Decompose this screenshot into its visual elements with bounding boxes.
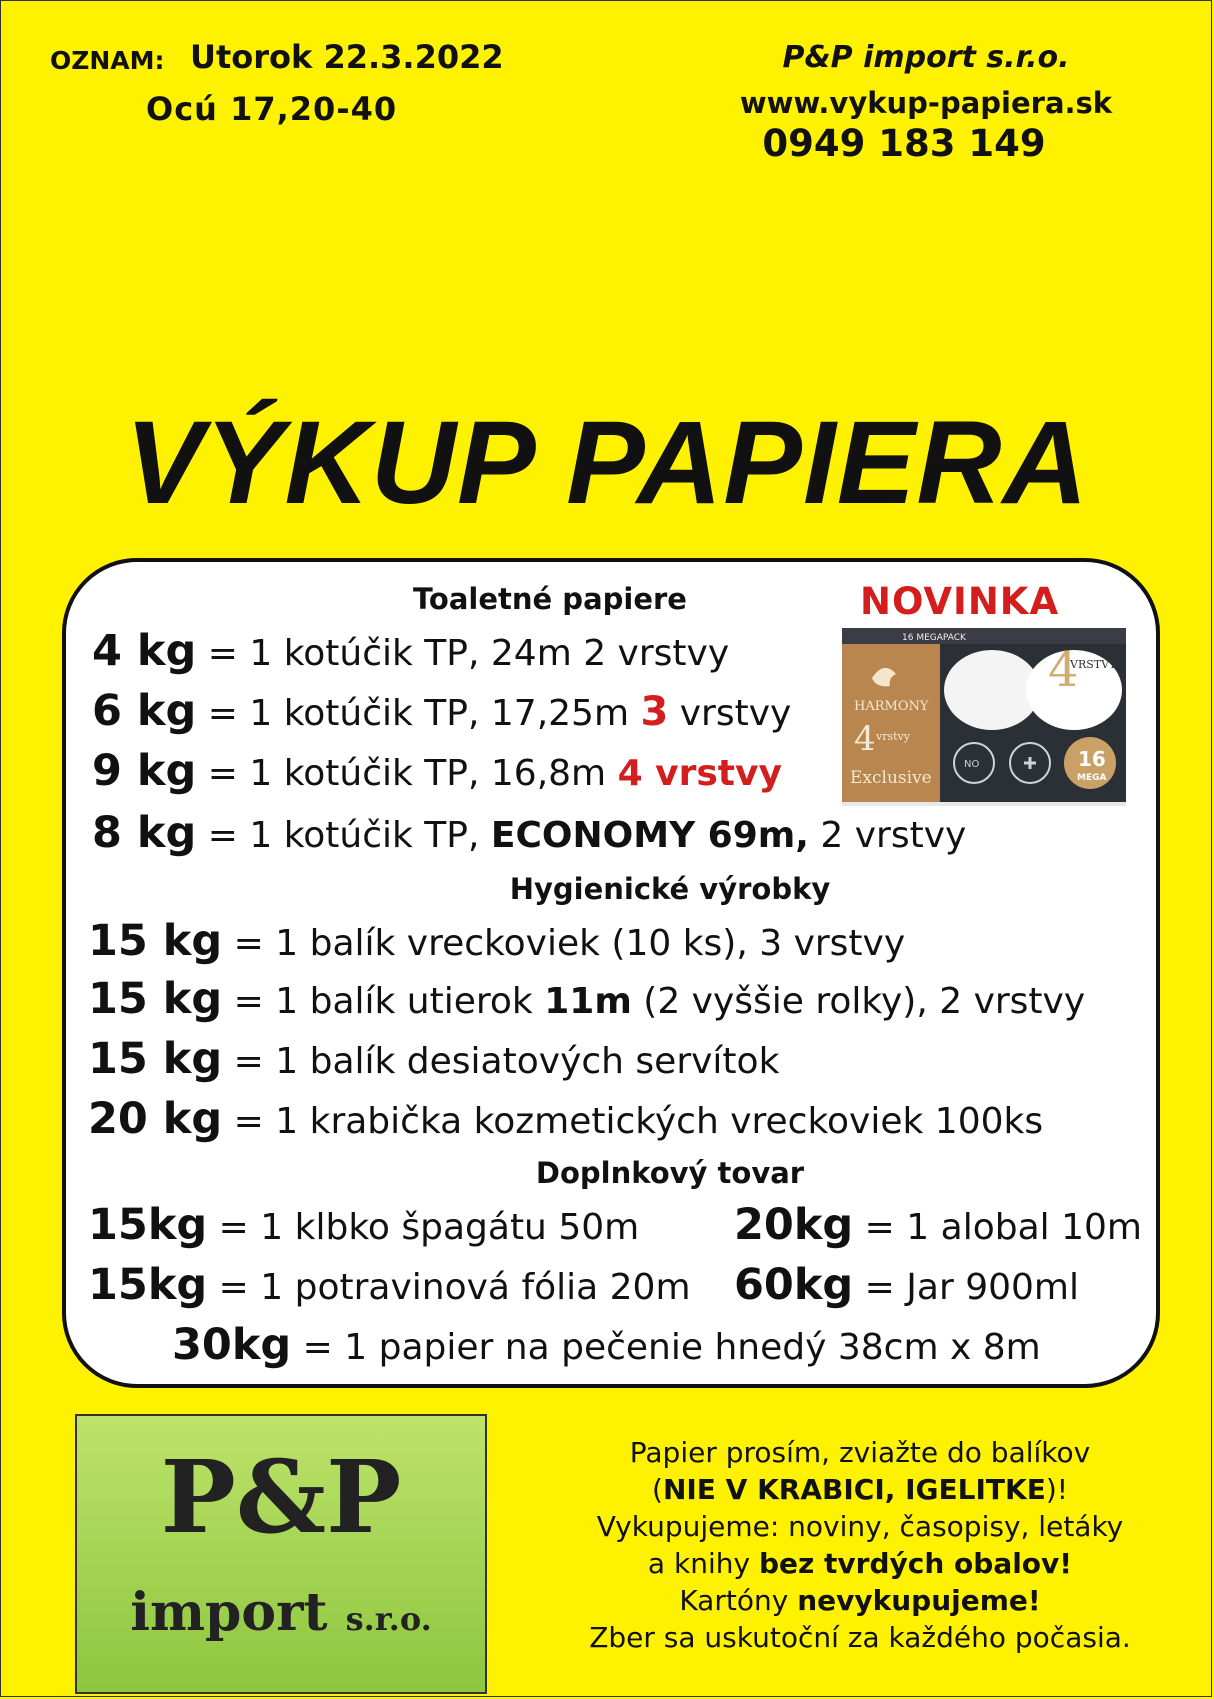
- oznam-label: OZNAM:: [50, 46, 165, 75]
- svg-text:MEGA: MEGA: [1077, 773, 1107, 783]
- logo-sub-text: import s.r.o.: [130, 1582, 432, 1643]
- exclusive-text: Exclusive: [850, 768, 932, 788]
- note-line: a knihy bez tvrdých obalov!: [647, 1547, 1073, 1580]
- list-item: 8 kg = 1 kotúčik TP, ECONOMY 69m, 2 vrstvy: [92, 808, 967, 858]
- note-line: Zber sa uskutoční za každého počasia.: [589, 1621, 1131, 1654]
- list-item: 15 kg = 1 balík utierok 11m (2 vyššie rolky), 2 vrstvy: [88, 974, 1086, 1024]
- section-hygiene-title: Hygienické výrobky: [509, 872, 831, 906]
- website-link[interactable]: www.vykup-papiera.sk: [739, 86, 1113, 120]
- list-item: 20kg = 1 alobal 10m: [734, 1200, 1142, 1250]
- list-item: 30kg = 1 papier na pečenie hnedý 38cm x 8m: [172, 1320, 1041, 1370]
- date-text: Utorok 22.3.2022: [190, 38, 504, 76]
- list-item: 9 kg = 1 kotúčik TP, 16,8m 4 vrstvy: [92, 746, 782, 796]
- page-title: VÝKUP PAPIERA: [125, 397, 1089, 529]
- list-item: 15 kg = 1 balík desiatových servítok: [88, 1034, 780, 1084]
- svg-text:NO: NO: [964, 759, 980, 770]
- list-item: 15kg = 1 klbko špagátu 50m: [88, 1200, 640, 1250]
- layers-small: vrstvy: [876, 730, 910, 743]
- note-line: Papier prosím, zviažte do balíkov: [629, 1436, 1091, 1469]
- section-toilet-title: Toaletné papiere: [413, 582, 687, 616]
- svg-text:4: 4: [1048, 642, 1079, 698]
- list-item: 15kg = 1 potravinová fólia 20m: [88, 1260, 691, 1310]
- time-text: Ocú 17,20-40: [146, 90, 398, 128]
- note-line: Kartóny nevykupujeme!: [679, 1584, 1041, 1617]
- section-extra-title: Doplnkový tovar: [535, 1156, 805, 1190]
- layers-big: 4: [854, 719, 876, 759]
- phone-number[interactable]: 0949 183 149: [762, 122, 1046, 165]
- svg-text:16: 16: [1078, 747, 1106, 771]
- list-item: 20 kg = 1 krabička kozmetických vreckoviek 100ks: [88, 1094, 1044, 1144]
- list-item: 6 kg = 1 kotúčik TP, 17,25m 3 vrstvy: [92, 686, 792, 736]
- note-line: Vykupujeme: noviny, časopisy, letáky: [596, 1510, 1124, 1543]
- vrstvy-tag: VRSTVY: [1070, 658, 1117, 671]
- note-line: (NIE V KRABICI, IGELITKE)!: [652, 1473, 1068, 1506]
- list-item: 4 kg = 1 kotúčik TP, 24m 2 vrstvy: [92, 626, 730, 676]
- list-item: 60kg = Jar 900ml: [734, 1260, 1079, 1310]
- instructions-text: [540, 1434, 1180, 1656]
- logo-main-text: P&P: [160, 1438, 402, 1556]
- company-logo: [75, 1414, 487, 1694]
- company-name: P&P import s.r.o.: [782, 40, 1070, 75]
- pack-label: 16 MEGAPACK: [902, 633, 966, 643]
- brand-text: HARMONY: [854, 699, 929, 714]
- novinka-badge: NOVINKA: [860, 580, 1060, 623]
- list-item: 15 kg = 1 balík vreckoviek (10 ks), 3 vrstvy: [88, 916, 906, 966]
- product-image: [842, 628, 1126, 806]
